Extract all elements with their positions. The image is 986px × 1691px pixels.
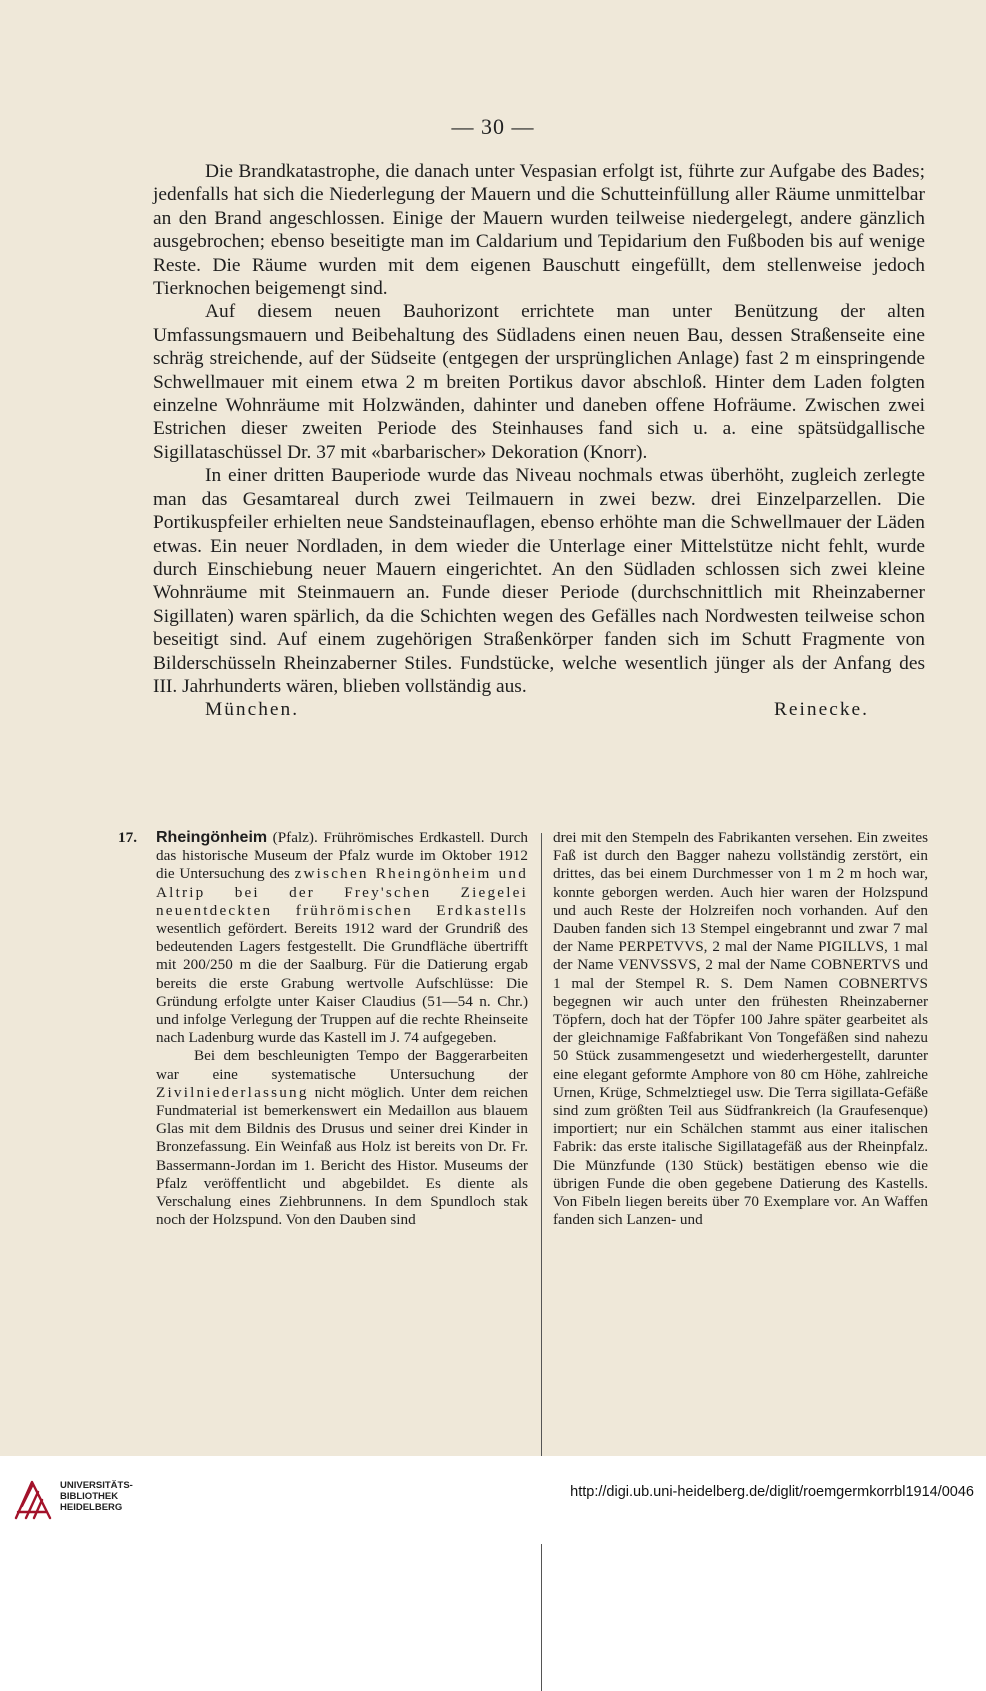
- spaced-emphasis-1: zwischen Rheingönheim und Altrip bei der Frey'schen Ziegelei neuentdeckten frührömischen Erdkastells: [156, 865, 529, 919]
- column-divider: [541, 833, 542, 1691]
- main-text: [153, 160, 925, 722]
- entry-text-2-start: Bei dem beschleunigten Tempo der Baggerarbeiten war eine systematische Untersuchung der: [156, 1047, 528, 1083]
- library-name-line-2: BIBLIOTHEK: [60, 1491, 119, 1502]
- paragraph-1: Die Brandkatastrophe, die danach unter Vespasian erfolgt ist, führte zur Aufgabe des Bades; jedenfalls hat sich die Niederlegung der Mauern und die Schutteinfüllung aller Räume unmittelbar an den Brand angeschlossen. Einige der Mauern wurden teilweise niedergelegt, andere gänzlich ausgebrochen; ebenso beseitigte man im Caldarium und Tepidarium den Fußboden bis auf wenige Reste. Die Räume wurden mit dem eigenen Bauschutt eingefüllt, dem stellenweise jedoch Tierknochen beigemengt sind.: [153, 161, 925, 300]
- entry-text-2-rest: nicht möglich. Unter dem reichen Fundmaterial ist bemerkenswert ein Medaillon aus blauem Glas mit dem Bildnis des Drusus und seiner drei Kinder in Bronzefassung. Ein Weinfaß aus Holz ist bereits von Dr. Fr. Bassermann-Jordan im 1. Bericht des Histor. Museums der Pfalz veröffentlicht und abgebildet. Es diente als Verschalung eines Ziehbrunnens. In dem Spundloch stak noch der Holzspund. Von den Dauben sind: [156, 1083, 528, 1229]
- left-column: [118, 829, 529, 1229]
- signature-line: [153, 698, 925, 721]
- heidelberg-library-logo-icon: [12, 1478, 54, 1522]
- library-name-line-1: UNIVERSITÄTS-: [60, 1480, 133, 1491]
- author: Reinecke.: [774, 699, 869, 721]
- entry-title: Rheingönheim: [156, 829, 268, 846]
- place: München.: [205, 699, 300, 721]
- library-name-line-3: HEIDELBERG: [60, 1502, 123, 1513]
- paragraph-2: Auf diesem neuen Bauhorizont errichtete man unter Benützung der alten Umfassungsmauern und Beibehaltung des Südladens einen neuen Bau, dessen Straßenseite eine schräg streichende, auf der Südseite (entgegen der ursprünglichen Anlage) fast 2 m einspringende Schwellmauer mit einem etwa 2 m breiten Portikus davor abschloß. Hinter dem Laden folgten einzelne Wohnräume mit Holzwänden, dahinter und daneben offene Hofräume. Zwischen zwei Estrichen dieser zweiten Periode des Steinhauses fand sich u. a. eine spätsüdgallische Sigillataschüssel Dr. 37 mit «barbarischer» Dekoration (Knorr).: [153, 301, 925, 463]
- footer: [0, 1456, 986, 1544]
- right-paragraph: drei mit den Stempeln des Fabrikanten versehen. Ein zweites Faß ist durch den Bagger nahezu vollständig zerstört, ein drittes, das bei einem Durchmesser von 1 m 2 m hoch war, konnte geborgen werden. Auch hier waren der Holzspund und auch Reste der Holzreifen noch vorhanden. Auf den Dauben fanden sich 13 Stempel eingebrannt und zwar 7 mal der Name PERPETVVS, 2 mal der Name PIGILLVS, 1 mal der Name VENVSSVS, 2 mal der Name COBNERTVS und 1 mal der Stempel R. S. Dem Namen COBNERTVS begegnen wir auch unter den frühesten Rheinzaberner Töpfern, doch hat der Töpfer 100 Jahre später gearbeitet als der gleichnamige Faßfabrikant Von Tongefäßen sind nahezu 50 Stück zusammengesetzt und wiederhergestellt, darunter eine elegant geformte Amphore von 80 cm Höhe, zahlreiche Urnen, Krüge, Schmelztiegel usw. Die Terra sigillata-Gefäße sind zum größten Teil aus Südfrankreich (la Graufesenque) importiert; nur ein Schälchen stammt aus einer italischen Fabrik: das erste italische Sigillatagefäß aus der Rheinpfalz. Die Münzfunde (130 Stück) bestätigen ebenso wie die übrigen Funde die oben gegebene Datierung des Kastells. Von Fibeln liegen bereits über 70 Exemplare vor. An Waffen fanden sich Lanzen- und: [553, 829, 928, 1229]
- left-paragraph-1: [156, 829, 528, 1047]
- left-paragraph-2: [156, 1047, 528, 1229]
- right-column: [553, 829, 928, 1229]
- entry-text-1: wesentlich gefördert. Bereits 1912 ward der Grundriß des bedeutenden Lagers festgestellt. Die Grundfläche übertrifft mit 200/250 m die der Saalburg. Für die Datierung ergab bereits die erste Grabung wertvolle Aufschlüsse: Die Gründung erfolgte unter Kaiser Claudius (51—54 n. Chr.) und infolge Verlegung der Truppen auf die rechte Rheinseite nach Ladenburg wurde das Kastell im J. 74 aufgegeben.: [156, 920, 528, 1047]
- page-number: — 30 —: [451, 114, 535, 139]
- library-name: [60, 1480, 133, 1513]
- entry-intro: (Pfalz). Frührömisches Erdkastell. Durch das historische Museum der Pfalz wurde im Oktober 1912 die Untersuchung des: [156, 829, 528, 883]
- paragraph-3: In einer dritten Bauperiode wurde das Niveau nochmals etwas überhöht, zugleich zerlegte man das Gesamtareal durch zwei Teilmauern in zwei bezw. drei Einzelparzellen. Die Portikuspfeiler erhielten neue Sandsteinauflagen, ebenso erhöhte man die Schwellmauer der Läden etwas. Ein neuer Nordladen, in dem wieder die Unterlage einer Mittelstütze nicht fehlt, wurde durch Einschiebung neuer Mauern eingerichtet. An den Südladen schlossen sich zwei kleine Wohnräume mit Steinmauern an. Funde dieser Periode (durchschnittlich mit Rheinzaberner Sigillaten) waren spärlich, da die Schichten wegen des Gefälles nach Nordwesten teilweise schon beseitigt sind. Auf einem zugehörigen Straßenkörper fanden sich im Schutt Fragmente von Bilderschüsseln Rheinzaberner Stiles. Fundstücke, welche wesentlich jünger als der Anfang des III. Jahrhunderts wären, blieben vollständig aus.: [153, 465, 925, 697]
- source-url-link[interactable]: http://digi.ub.uni-heidelberg.de/diglit/roemgermkorrbl1914/0046: [570, 1484, 974, 1500]
- entry-number: 17.: [118, 829, 137, 846]
- spaced-emphasis-2: Zivilniederlassung: [156, 1083, 309, 1101]
